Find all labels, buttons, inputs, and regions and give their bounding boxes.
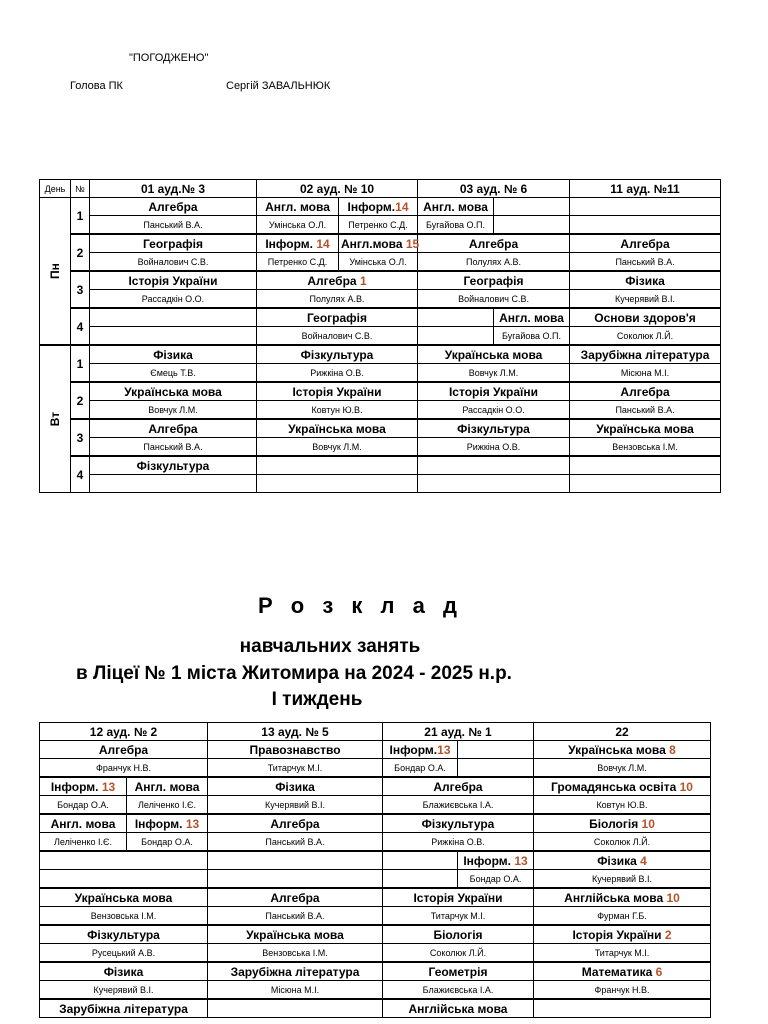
lesson-teacher: Петренко С.Д.	[257, 253, 339, 272]
day-label-vt: Вт	[40, 345, 71, 493]
lesson-teacher: Вензовська І.М.	[208, 944, 383, 963]
empty-cell	[257, 456, 418, 475]
lesson-subject: Фізика	[208, 777, 383, 796]
lesson-teacher: Соколюк Л.Й.	[534, 833, 711, 852]
lesson-subject: Інформ. 14	[257, 234, 339, 253]
lesson-number: 2	[71, 234, 90, 271]
lesson-teacher: Бондар О.А.	[383, 759, 458, 778]
empty-cell	[458, 759, 534, 778]
empty-cell	[570, 198, 721, 216]
lesson-subject: Алгебра	[90, 419, 257, 438]
lesson-subject: Математика 6	[534, 962, 711, 981]
lesson-subject: Фізика	[570, 271, 721, 290]
empty-cell	[534, 999, 711, 1018]
lesson-subject: Фізика	[40, 962, 208, 981]
lesson-teacher: Леліченко І.Є.	[40, 833, 127, 852]
room-number: 13	[437, 742, 451, 757]
header-class-02: 02 ауд. № 10	[257, 180, 418, 198]
title-line-1: навчальних занять	[239, 636, 421, 657]
lesson-subject: Алгебра	[383, 777, 534, 796]
lesson-subject: Алгебра	[570, 234, 721, 253]
lesson-number: 2	[71, 382, 90, 419]
lesson-teacher: Бугайова О.П.	[418, 216, 494, 235]
lesson-teacher: Рассадкін О.О.	[90, 290, 257, 309]
lesson-subject: Англ. мова	[418, 198, 494, 216]
lesson-subject: Алгебра 1	[257, 271, 418, 290]
lesson-teacher: Вовчук Л.М.	[534, 759, 711, 778]
lesson-subject: Англ. мова	[40, 814, 127, 833]
approval-name: Сергій ЗАВАЛЬНЮК	[226, 80, 331, 92]
lesson-teacher: Соколюк Л.Й.	[383, 944, 534, 963]
lesson-subject: Основи здоров'я	[570, 308, 721, 327]
lesson-teacher: Ковтун Ю.В.	[534, 796, 711, 815]
lesson-subject: Алгебра	[40, 741, 208, 759]
lesson-number: 4	[71, 456, 90, 493]
lesson-teacher: Русецький А.В.	[40, 944, 208, 963]
lesson-subject: Англ. мова	[127, 777, 208, 796]
empty-cell	[570, 456, 721, 475]
empty-cell	[418, 456, 570, 475]
lesson-teacher: Кучерявий В.І.	[40, 981, 208, 1000]
lesson-teacher: Титарчук М.І.	[534, 944, 711, 963]
empty-cell	[418, 327, 494, 346]
lesson-number: 1	[71, 198, 90, 235]
lesson-teacher: Вовчук Л.М.	[257, 438, 418, 457]
lesson-subject: Фізика	[90, 345, 257, 364]
lesson-subject: Геометрія	[383, 962, 534, 981]
lesson-subject: Англійська мова 10	[534, 888, 711, 907]
approval-label: "ПОГОДЖЕНО"	[129, 52, 209, 64]
lesson-subject: Історія України 2	[534, 925, 711, 944]
empty-cell	[458, 741, 534, 759]
lesson-teacher: Вовчук Л.М.	[90, 401, 257, 420]
lesson-teacher: Панський В.А.	[90, 216, 257, 235]
header-class-12: 12 ауд. № 2	[40, 723, 208, 741]
title-line-2: в Ліцеї № 1 міста Житомира на 2024 - 2025 н.р.	[76, 663, 512, 684]
room-number: 14	[395, 199, 409, 214]
lesson-teacher: Фурман Г.Б.	[534, 907, 711, 926]
lesson-subject: Українська мова	[570, 419, 721, 438]
lesson-subject: Громадянська освіта 10	[534, 777, 711, 796]
lesson-subject: Інформ. 13	[127, 814, 208, 833]
lesson-subject: Зарубіжна література	[40, 999, 208, 1018]
lesson-teacher: Кучерявий В.І.	[208, 796, 383, 815]
room-number: 6	[655, 964, 663, 979]
lesson-teacher: Панський В.А.	[570, 401, 721, 420]
day-label-pn: Пн	[40, 198, 71, 346]
lesson-subject: Правознавство	[208, 741, 383, 759]
lesson-number: 1	[71, 345, 90, 382]
empty-cell	[494, 198, 570, 216]
lesson-subject: Англ. мова	[257, 198, 339, 216]
lesson-teacher: Бугайова О.П.	[494, 327, 570, 346]
lesson-teacher: Рассадкін О.О.	[418, 401, 570, 420]
room-number: 10	[641, 816, 655, 831]
lesson-subject: Інформ.14	[339, 198, 418, 216]
lesson-number: 4	[71, 308, 90, 345]
lesson-teacher: Полулях А.В.	[257, 290, 418, 309]
lesson-subject: Фізкультура	[383, 814, 534, 833]
empty-cell	[208, 999, 383, 1018]
lesson-teacher: Вензовська І.М.	[570, 438, 721, 457]
lesson-subject: Фізкультура	[40, 925, 208, 944]
lesson-subject: Інформ.13	[383, 741, 458, 759]
room-number: 10	[666, 890, 680, 905]
lesson-subject: Географія	[418, 271, 570, 290]
room-number: 4	[640, 853, 647, 868]
lesson-teacher: Вовчук Л.М.	[418, 364, 570, 383]
empty-cell	[418, 475, 570, 493]
lesson-teacher: Вензовська І.М.	[40, 907, 208, 926]
lesson-subject: Інформ. 13	[458, 851, 534, 870]
lesson-teacher: Ємець Т.В.	[90, 364, 257, 383]
lesson-teacher: Соколюк Л.Й.	[570, 327, 721, 346]
lesson-subject: Фізика 4	[534, 851, 711, 870]
lesson-subject: Алгебра	[90, 198, 257, 216]
lesson-teacher: Умінська О.Л.	[257, 216, 339, 235]
lesson-teacher: Блажиєвська І.А.	[383, 796, 534, 815]
title-line-3: І тиждень	[271, 689, 363, 710]
lesson-teacher: Рижкіна О.В.	[418, 438, 570, 457]
empty-cell	[40, 870, 208, 889]
empty-cell	[257, 475, 418, 493]
room-number: 13	[185, 816, 200, 831]
empty-cell	[208, 870, 383, 889]
lesson-teacher: Бондар О.А.	[127, 833, 208, 852]
room-number: 15	[405, 236, 420, 251]
room-number: 8	[669, 742, 676, 757]
empty-cell	[570, 475, 721, 493]
approval-role: Голова ПК	[70, 80, 123, 92]
lesson-number: 3	[71, 271, 90, 308]
lesson-subject: Історія України	[383, 888, 534, 907]
header-class-01: 01 ауд.№ 3	[90, 180, 257, 198]
lesson-subject: Географія	[257, 308, 418, 327]
header-num: №	[71, 180, 90, 198]
header-class-22: 22	[534, 723, 711, 741]
lesson-teacher: Кучерявий В.І.	[570, 290, 721, 309]
lesson-teacher: Панський В.А.	[208, 907, 383, 926]
room-number: 13	[514, 853, 528, 868]
lesson-subject: Географія	[90, 234, 257, 253]
empty-cell	[494, 216, 570, 235]
header-class-03: 03 ауд. № 6	[418, 180, 570, 198]
room-number: 14	[316, 236, 330, 251]
lesson-teacher: Франчук Н.В.	[534, 981, 711, 1000]
lesson-teacher: Ковтун Ю.В.	[257, 401, 418, 420]
lesson-teacher: Кучерявий В.І.	[534, 870, 711, 889]
lesson-teacher: Войналович С.В.	[418, 290, 570, 309]
lesson-teacher: Умінська О.Л.	[339, 253, 418, 272]
lesson-subject: Англійська мова	[383, 999, 534, 1018]
empty-cell	[383, 851, 458, 870]
empty-cell	[90, 475, 257, 493]
lesson-subject: Біологія 10	[534, 814, 711, 833]
header-class-11: 11 ауд. №11	[570, 180, 721, 198]
header-day: День	[40, 180, 71, 198]
lesson-subject: Зарубіжна література	[570, 345, 721, 364]
lesson-subject: Історія України	[90, 271, 257, 290]
room-number: 2	[664, 927, 672, 942]
lesson-subject: Англ. мова	[494, 308, 570, 327]
lesson-teacher: Панський В.А.	[90, 438, 257, 457]
lesson-teacher: Леліченко І.Є.	[127, 796, 208, 815]
lesson-subject: Українська мова	[208, 925, 383, 944]
lesson-subject: Фізкультура	[90, 456, 257, 475]
lesson-subject: Фізкультура	[418, 419, 570, 438]
lesson-subject: Українська мова	[257, 419, 418, 438]
lesson-subject: Алгебра	[418, 234, 570, 253]
lesson-teacher: Панський В.А.	[208, 833, 383, 852]
lesson-teacher: Місюна М.І.	[570, 364, 721, 383]
lesson-subject: Історія України	[418, 382, 570, 401]
lesson-teacher: Полулях А.В.	[418, 253, 570, 272]
lesson-subject: Англ.мова 15	[339, 234, 418, 253]
lesson-teacher: Місюна М.І.	[208, 981, 383, 1000]
lesson-teacher: Рижкіна О.В.	[257, 364, 418, 383]
lesson-teacher: Титарчук М.І.	[383, 907, 534, 926]
header-class-13: 13 ауд. № 5	[208, 723, 383, 741]
lesson-teacher: Войналович С.В.	[90, 253, 257, 272]
lesson-teacher: Титарчук М.І.	[208, 759, 383, 778]
lesson-subject: Українська мова	[90, 382, 257, 401]
lesson-subject: Зарубіжна література	[208, 962, 383, 981]
header-class-21: 21 ауд. № 1	[383, 723, 534, 741]
lesson-teacher: Войналович С.В.	[257, 327, 418, 346]
lesson-subject: Алгебра	[208, 814, 383, 833]
empty-cell	[383, 870, 458, 889]
lesson-teacher: Петренко С.Д.	[339, 216, 418, 235]
lesson-subject: Фізкультура	[257, 345, 418, 364]
empty-cell	[40, 851, 208, 870]
lesson-subject: Українська мова 8	[534, 741, 711, 759]
table-header-row	[40, 180, 721, 198]
lesson-number: 3	[71, 419, 90, 456]
lesson-teacher: Бондар О.А.	[458, 870, 534, 889]
lesson-subject: Алгебра	[208, 888, 383, 907]
lesson-teacher: Бондар О.А.	[40, 796, 127, 815]
lesson-teacher: Франчук Н.В.	[40, 759, 208, 778]
lesson-subject: Біологія	[383, 925, 534, 944]
empty-cell	[90, 327, 257, 346]
empty-cell	[90, 308, 257, 327]
lesson-teacher: Рижкіна О.В.	[383, 833, 534, 852]
lesson-subject: Алгебра	[570, 382, 721, 401]
room-number: 10	[679, 779, 693, 794]
lesson-teacher: Панський В.А.	[570, 253, 721, 272]
schedule-table-2	[39, 722, 711, 1018]
lesson-subject: Історія України	[257, 382, 418, 401]
page-title: Р о з к л а д	[258, 593, 463, 618]
lesson-teacher: Блажиєвська І.А.	[383, 981, 534, 1000]
room-number: 1	[359, 273, 367, 288]
empty-cell	[418, 308, 494, 327]
lesson-subject: Українська мова	[418, 345, 570, 364]
lesson-subject: Українська мова	[40, 888, 208, 907]
empty-cell	[208, 851, 383, 870]
room-number: 13	[101, 779, 116, 794]
empty-cell	[570, 216, 721, 235]
lesson-subject: Інформ. 13	[40, 777, 127, 796]
schedule-table-1	[39, 179, 721, 493]
